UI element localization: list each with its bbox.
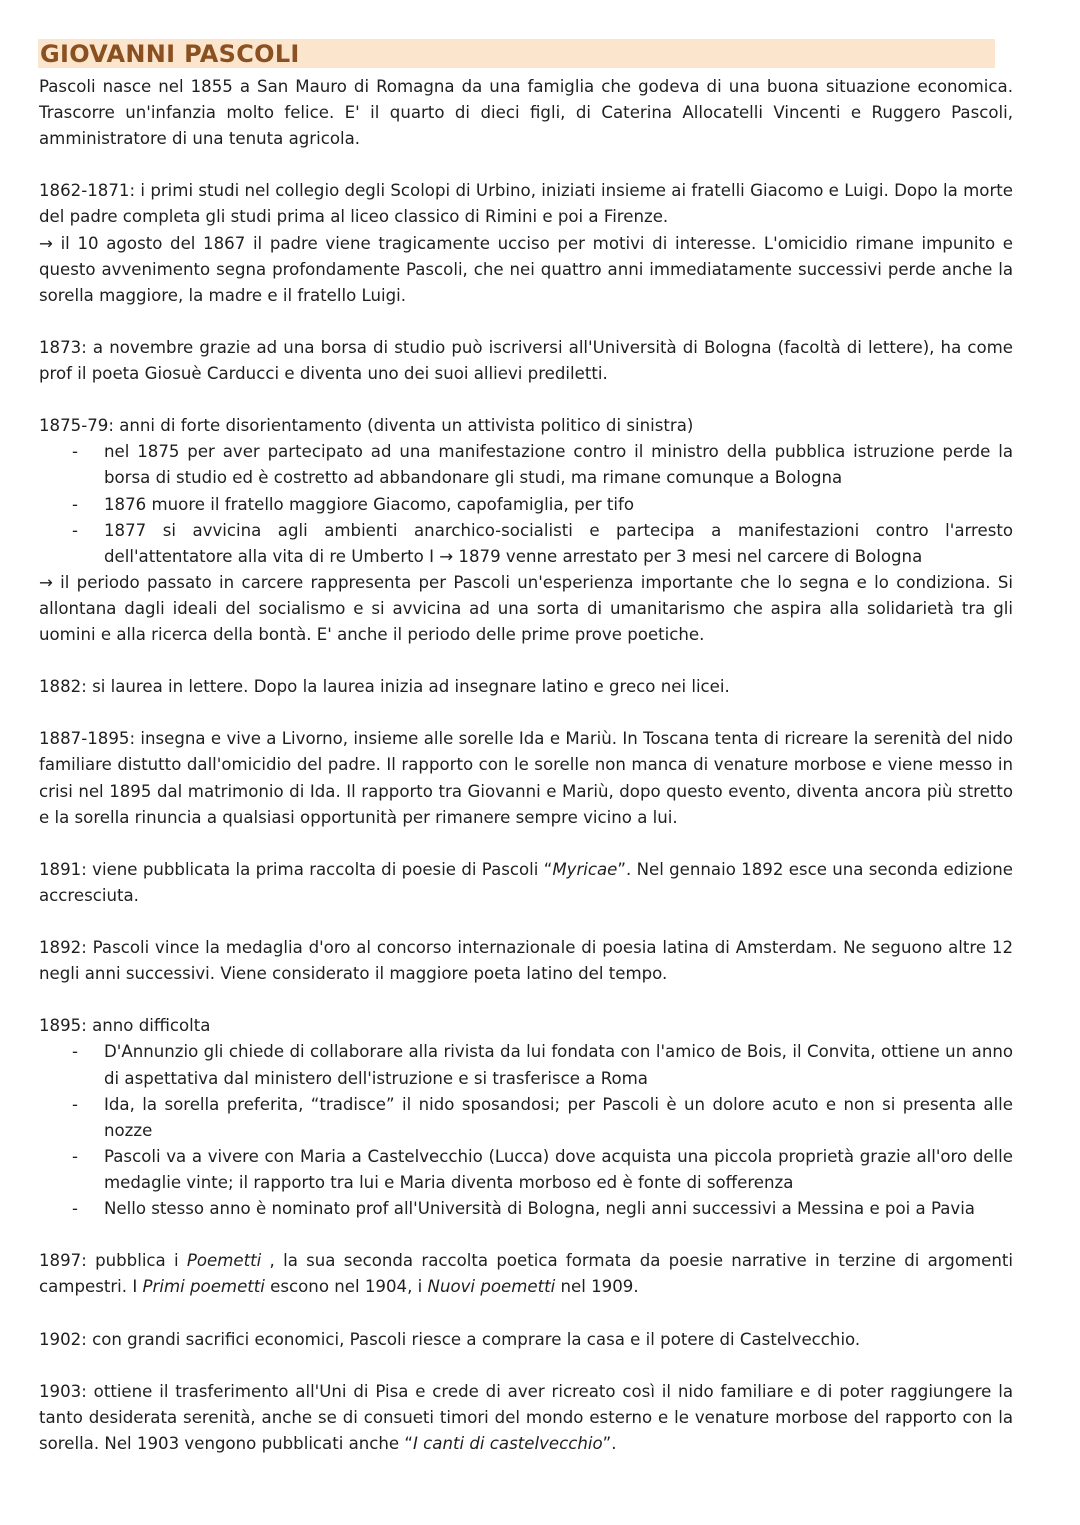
paragraph-1902: 1902: con grandi sacrifici economici, Pascoli riesce a comprare la casa e il potere di Castelvecchio. bbox=[39, 1329, 861, 1349]
paragraph-1892: 1892: Pascoli vince la medaglia d'oro al concorso internazionale di poesia latina di Amsterdam. Ne seguono altre 12 negli anni successivi. Viene considerato il maggiore poeta latino del tempo. bbox=[39, 938, 1013, 984]
page-title: GIOVANNI PASCOLI bbox=[40, 40, 300, 68]
list-item: - Pascoli va a vivere con Maria a Castelvecchio (Lucca) dove acquista una piccola proprietà grazie all'oro delle medaglie vinte; il rapporto tra lui e Maria diventa morboso ed è fonte di sofferenza bbox=[39, 1144, 1013, 1196]
list-item: - 1876 muore il fratello maggiore Giacomo, capofamiglia, per tifo bbox=[39, 492, 1013, 518]
paragraph-1873: 1873: a novembre grazie ad una borsa di studio può iscriversi all'Università di Bologna (facoltà di lettere), ha come prof il poeta Giosuè Carducci e diventa uno dei suoi allievi prediletti. bbox=[39, 337, 1013, 384]
list-item: - Nello stesso anno è nominato prof all'Università di Bologna, negli anni successivi a Messina e poi a Pavia bbox=[39, 1196, 1013, 1222]
paragraph-1903: 1903: ottiene il trasferimento all'Uni di Pisa e crede di aver ricreato così il nido familiare e di poter raggiungere la tanto desiderata serenità, anche se di consueti timori del mondo esterno e le venature morbose del rapporto con la sorella. Nel 1903 vengono pubblicati anche “I canti di castelvecchio”. bbox=[39, 1381, 1013, 1453]
book-title-poemetti: Poemetti bbox=[186, 1251, 262, 1271]
paragraph-1887: 1887-1895: insegna e vive a Livorno, insieme alle sorelle Ida e Mariù. In Toscana tenta di ricreare la serenità del nido familiare distutto dall'omicidio del padre. Il rapporto con le sorelle non manca di venature morbose e viene messo in crisi nel 1895 dal matrimonio di Ida. Il rapporto tra Giovanni e Mariù, dopo questo evento, diventa ancora più stretto e la sorella rinuncia a qualsiasi opportunità per rimanere sempre vicino a lui. bbox=[39, 729, 1013, 827]
book-title-myricae: Myricae bbox=[552, 859, 618, 879]
paragraph-1882: 1882: si laurea in lettere. Dopo la laurea inizia ad insegnare latino e greco nei licei. bbox=[39, 677, 730, 697]
list-item: - Ida, la sorella preferita, “tradisce” il nido sposandosi; per Pascoli è un dolore acuto e non si presenta alle nozze bbox=[39, 1092, 1013, 1144]
list-item: - D'Annunzio gli chiede di collaborare alla rivista da lui fondata con l'amico de Bois, il Convita, ottiene un anno di aspettativa dal ministero dell'istruzione e si trasferisce a Roma bbox=[39, 1039, 1013, 1091]
document-body bbox=[39, 74, 1013, 1457]
book-title-primi-poemetti: Primi poemetti bbox=[142, 1277, 265, 1297]
paragraph-1891: 1891: viene pubblicata la prima raccolta di poesie di Pascoli “Myricae”. Nel gennaio 1892 esce una seconda edizione accresciuta. bbox=[39, 859, 1013, 905]
intro-paragraph: Pascoli nasce nel 1855 a San Mauro di Romagna da una famiglia che godeva di una buona situazione economica. Trascorre un'infanzia molto felice. E' il quarto di dieci figli, di Caterina Allocatelli Vincenti e Ruggero Pascoli, amministratore di una tenuta agricola. bbox=[39, 77, 1013, 149]
paragraph-1897: 1897: pubblica i Poemetti , la sua seconda raccolta poetica formata da poesie narrative in terzine di argomenti campestri. I Primi poemetti escono nel 1904, i Nuovi poemetti nel 1909. bbox=[39, 1251, 1013, 1297]
list-item: - nel 1875 per aver partecipato ad una manifestazione contro il ministro della pubblica istruzione perde la borsa di studio ed è costretto ad abbandonare gli studi, ma rimane comunque a Bologna bbox=[39, 439, 1013, 491]
book-title-canti: I canti di castelvecchio bbox=[413, 1433, 603, 1453]
heading-1875: 1875-79: anni di forte disorientamento (diventa un attivista politico di sinistra) bbox=[39, 416, 694, 436]
list-1895 bbox=[39, 1039, 1013, 1222]
paragraph-1862-arrow: → il 10 agosto del 1867 il padre viene tragicamente ucciso per motivi di interesse. L'omicidio rimane impunito e questo avvenimento segna profondamente Pascoli, che nei quattro anni immediatamente successivi perde anche la sorella maggiore, la madre e il fratello Luigi. bbox=[39, 233, 1013, 305]
list-1875 bbox=[39, 439, 1013, 569]
list-item: - 1877 si avvicina agli ambienti anarchico-socialisti e partecipa a manifestazioni contro l'arresto dell'attentatore alla vita di re Umberto I → 1879 venne arrestato per 3 mesi nel carcere di Bologna bbox=[39, 518, 1013, 570]
book-title-nuovi-poemetti: Nuovi poemetti bbox=[427, 1277, 556, 1297]
paragraph-1862: 1862-1871: i primi studi nel collegio degli Scolopi di Urbino, iniziati insieme ai fratelli Giacomo e Luigi. Dopo la morte del padre completa gli studi prima al liceo classico di Rimini e poi a Firenze. bbox=[39, 181, 1013, 227]
paragraph-1875-arrow: → il periodo passato in carcere rappresenta per Pascoli un'esperienza importante che lo segna e lo condiziona. Si allontana dagli ideali del socialismo e si avvicina ad una sorta di umanitarismo che aspira alla solidarietà tra gli uomini e alla ricerca della bontà. E' anche il periodo delle prime prove poetiche. bbox=[39, 572, 1013, 644]
heading-1895: 1895: anno difficolta bbox=[39, 1016, 211, 1036]
